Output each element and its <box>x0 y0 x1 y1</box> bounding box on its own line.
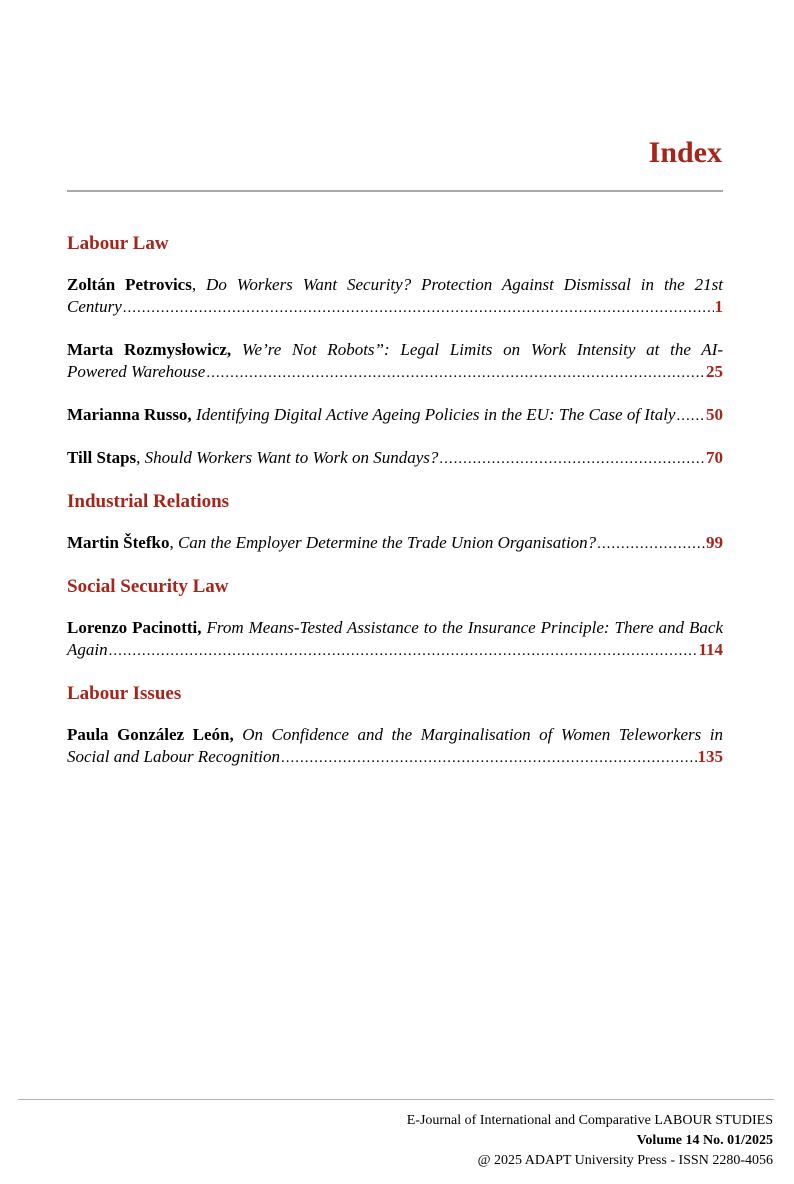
entry-author: Zoltán Petrovics <box>67 275 192 294</box>
entry-author: Marta Rozmysłowicz, <box>67 340 232 359</box>
entry-line <box>67 296 723 319</box>
title-divider <box>67 190 723 192</box>
footer <box>407 1111 773 1171</box>
entry-author: Paula González León, <box>67 725 234 744</box>
entry-page-number: 99 <box>706 533 723 552</box>
entry-page-number: 1 <box>714 297 723 316</box>
entry-separator: , <box>169 533 178 552</box>
entry-author: Till Staps <box>67 448 137 467</box>
entry-line <box>67 274 723 296</box>
entry-title: Identifying Digital Active Ageing Policies in the EU: The Case of Italy <box>195 405 676 424</box>
entry-title-continued: Social and Labour Recognition <box>67 747 280 766</box>
entry-title-continued: Century <box>67 297 122 316</box>
dot-leader <box>676 405 705 427</box>
dot-leader <box>206 362 705 384</box>
entry-line <box>67 746 723 769</box>
toc-entry[interactable] <box>67 274 723 319</box>
page-title: Index <box>648 136 722 169</box>
dot-leader <box>439 448 705 470</box>
toc-entry[interactable] <box>67 447 723 470</box>
entry-author: Marianna Russo, <box>67 405 192 424</box>
entry-separator: , <box>136 448 145 467</box>
entry-line <box>67 339 723 361</box>
entry-separator <box>231 340 242 359</box>
entry-title: From Means-Tested Assistance to the Insurance Principle: There and Back <box>206 618 723 637</box>
section-heading: Social Security Law <box>67 576 229 597</box>
toc-entry[interactable] <box>67 617 723 662</box>
entry-title: We’re Not Robots”: Legal Limits on Work Intensity at the AI- <box>241 340 724 359</box>
entry-line <box>67 532 723 555</box>
dot-leader <box>123 297 714 319</box>
entry-line <box>67 617 723 639</box>
footer-volume: Volume 14 No. 01/2025 <box>636 1133 773 1148</box>
entry-title: Can the Employer Determine the Trade Union Organisation? <box>177 533 597 552</box>
toc-entry[interactable] <box>67 339 723 384</box>
table-of-contents <box>67 232 723 789</box>
section-heading: Industrial Relations <box>67 491 230 512</box>
footer-journal: E-Journal of International and Comparative LABOUR STUDIES <box>406 1113 773 1128</box>
entry-page-number: 135 <box>697 747 723 766</box>
section-heading: Labour Issues <box>67 683 182 704</box>
dot-leader <box>281 747 697 769</box>
entry-page-number: 50 <box>706 405 723 424</box>
entry-author: Martin Štefko <box>67 533 170 552</box>
section-heading: Labour Law <box>67 233 169 254</box>
footer-copyright: @ 2025 ADAPT University Press - ISSN 2280-4056 <box>477 1153 773 1168</box>
entry-title-continued: Powered Warehouse <box>67 362 206 381</box>
entry-page-number: 70 <box>706 448 723 467</box>
toc-entry[interactable] <box>67 724 723 769</box>
entry-separator <box>234 725 243 744</box>
entry-line <box>67 361 723 384</box>
toc-entry[interactable] <box>67 404 723 427</box>
footer-divider <box>18 1099 774 1100</box>
toc-entry[interactable] <box>67 532 723 555</box>
entry-title-continued: Again <box>67 640 108 659</box>
entry-page-number: 25 <box>706 362 723 381</box>
entry-title: Should Workers Want to Work on Sundays? <box>144 448 439 467</box>
entry-line <box>67 639 723 662</box>
entry-separator: , <box>191 275 207 294</box>
entry-title: On Confidence and the Marginalisation of Women Teleworkers in <box>242 725 724 744</box>
entry-line <box>67 447 723 470</box>
entry-title: Do Workers Want Security? Protection Against Dismissal in the 21st <box>206 275 724 294</box>
entry-author: Lorenzo Pacinotti, <box>67 618 202 637</box>
entry-line <box>67 404 723 427</box>
dot-leader <box>597 533 705 555</box>
entry-page-number: 114 <box>698 640 723 659</box>
entry-line <box>67 724 723 746</box>
dot-leader <box>109 640 698 662</box>
